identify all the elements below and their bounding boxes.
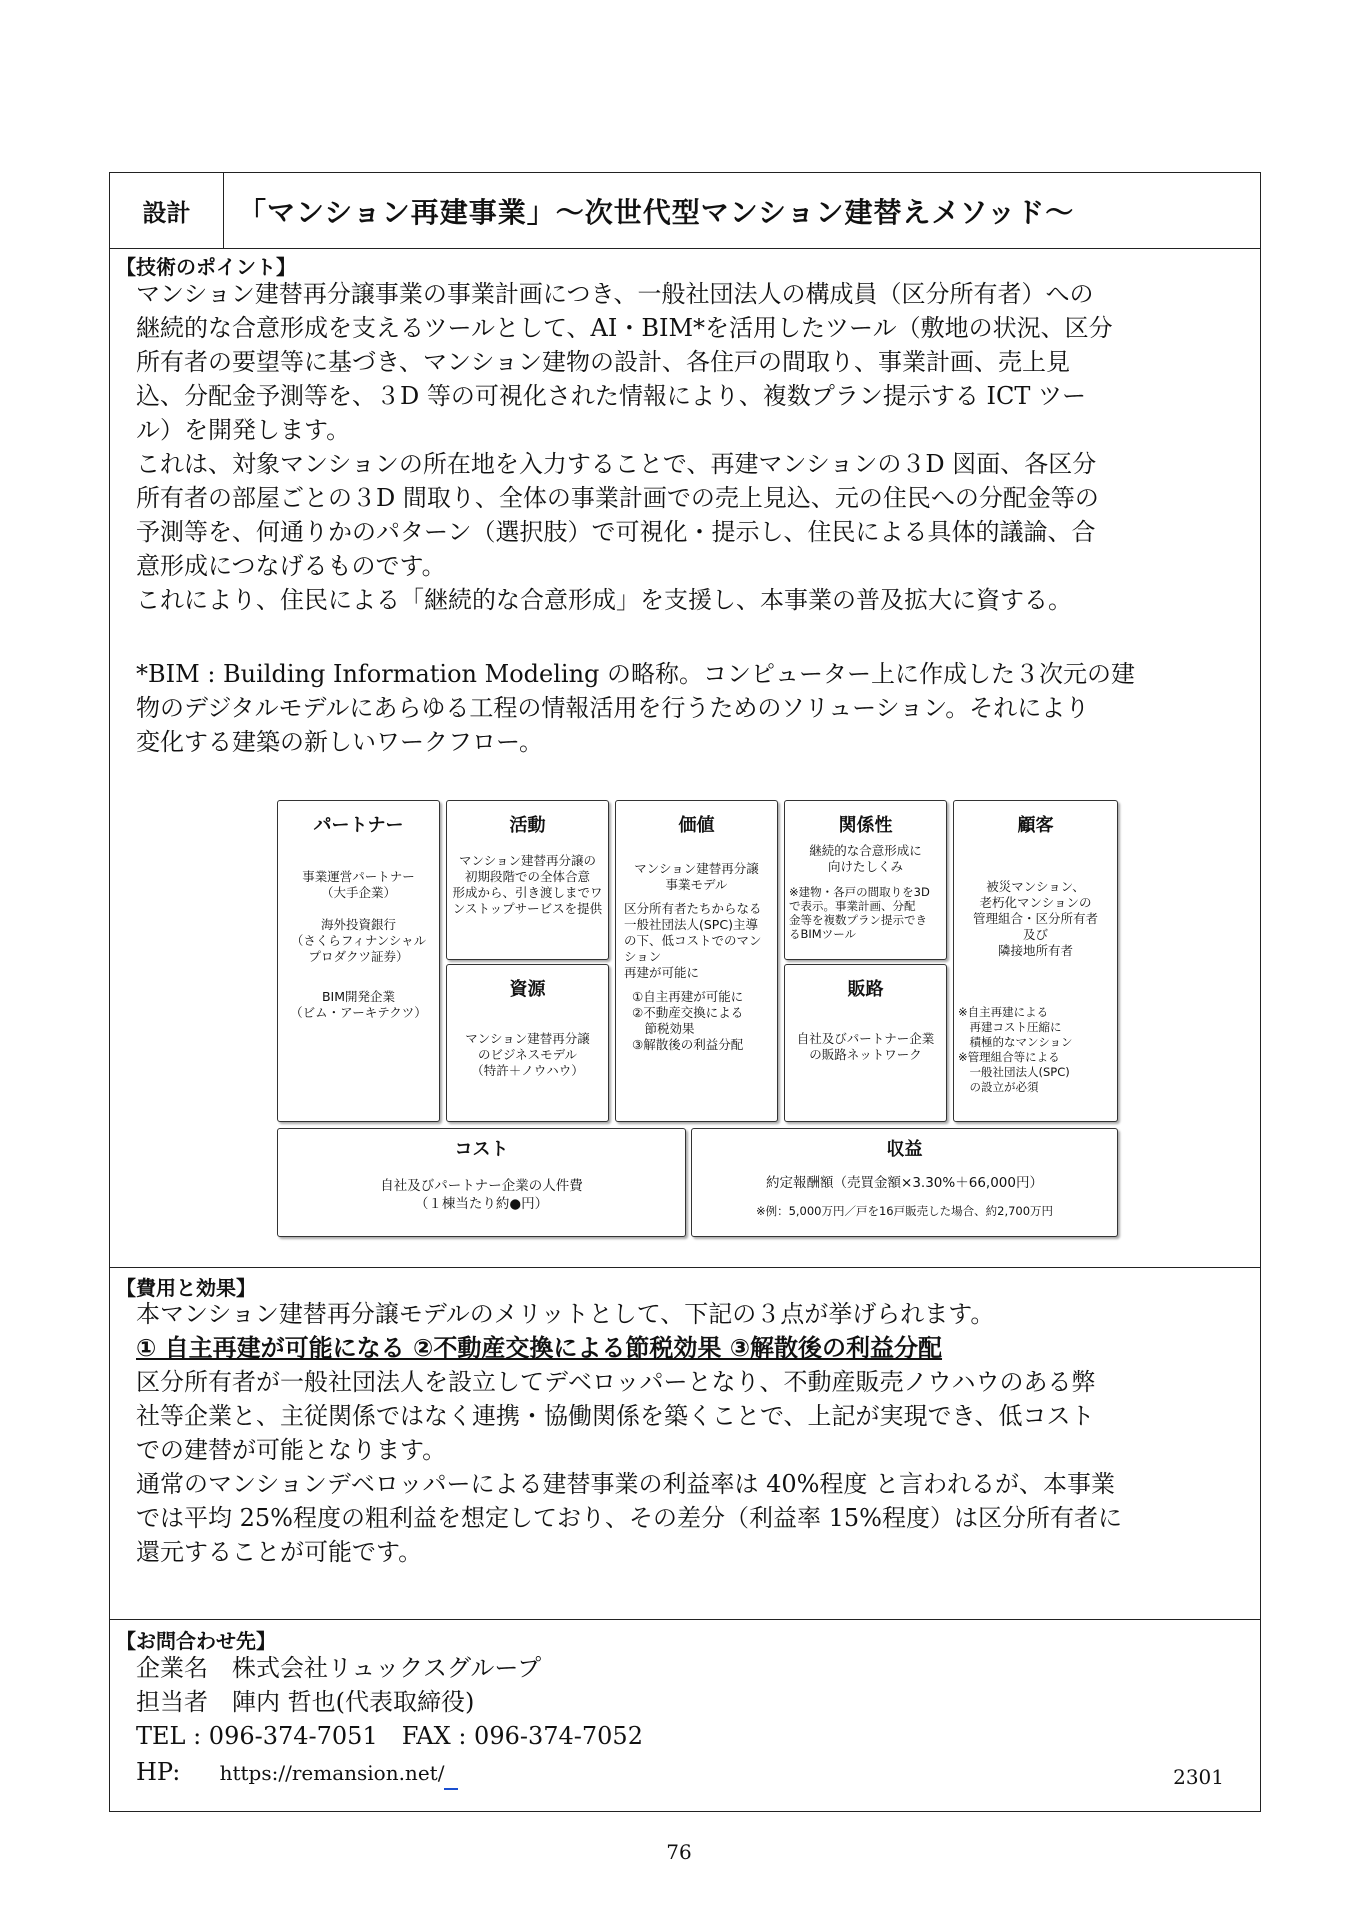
contact-heading: 【お問合わせ先】: [116, 1629, 276, 1653]
cost-effect-line: 社等企業と、主従関係ではなく連携・協働関係を築くことで、上記が実現でき、低コスト: [136, 1402, 1095, 1430]
cost-effect-line: では平均 25%程度の粗利益を想定しており、その差分（利益率 15%程度）は区分所有者に: [136, 1504, 1122, 1532]
cost-effect-points: ① 自主再建が可能になる ②不動産交換による節税効果 ③解散後の利益分配: [136, 1334, 943, 1362]
cost-effect-line: での建替が可能となります。: [136, 1436, 447, 1464]
canvas-cost-title: コスト: [454, 1139, 509, 1160]
canvas-revenue-line2: ※例：5,000万円／戸を16戸販売した場合、約2,700万円: [755, 1204, 1054, 1218]
canvas-partner-title: パートナー: [313, 815, 404, 836]
canvas-revenue-line1: 約定報酬額（売買金額×3.30%＋66,000円）: [766, 1175, 1043, 1191]
contact-tel-fax: TEL : 096-374-7051 FAX : 096-374-7052: [136, 1722, 643, 1750]
tech-line: マンション建替再分譲事業の事業計画につき、一般社団法人の構成員（区分所有者）への: [136, 280, 1094, 308]
canvas-cost-box: [277, 1128, 686, 1237]
bim-note-line: 物のデジタルモデルにあらゆる工程の情報活用を行うためのソリューション。それにより: [136, 694, 1090, 722]
canvas-customer-box: [953, 800, 1118, 1122]
canvas-customer-text: 被災マンション、 老朽化マンションの 管理組合・区分所有者 及び 隣接地所有者: [972, 879, 1098, 958]
canvas-activity-box: [446, 800, 609, 960]
tech-line: 込、分配金予測等を、３D 等の可視化された情報により、複数プラン提示する ICT ツー: [136, 382, 1086, 410]
canvas-customer-title: 顧客: [1017, 815, 1054, 836]
canvas-partner-text: 事業運営パートナー （大手企業） 海外投資銀行 （さくらフィナンシャル プロダクツ証券） BIM開発企業 （ビム・アーキテクツ）: [290, 869, 427, 1020]
canvas-cost-text: 自社及びパートナー企業の人件費 （１棟当たり約●円）: [380, 1178, 583, 1212]
section-divider: [110, 1267, 1260, 1268]
tech-line: これにより、住民による「継続的な合意形成」を支援し、本事業の普及拡大に資する。: [136, 586, 1072, 614]
content-frame: [109, 172, 1261, 1812]
tech-line: ル）を開発します。: [136, 416, 351, 444]
contact-company: 企業名 株式会社リュックスグループ: [136, 1654, 542, 1682]
tech-line: 継続的な合意形成を支えるツールとして、AI・BIM*を活用したツール（敷地の状況、区分: [136, 314, 1113, 342]
canvas-partner-box: [277, 800, 440, 1122]
cost-effect-line: 還元することが可能です。: [136, 1538, 423, 1566]
section-divider: [110, 1619, 1260, 1620]
canvas-value-box: [615, 800, 778, 1122]
link-underline: [444, 1770, 458, 1790]
page-title: 「マンション再建事業」〜次世代型マンション建替えメソッド〜: [238, 195, 1075, 229]
bim-note-line: 変化する建築の新しいワークフロー。: [136, 728, 544, 756]
canvas-activity-title: 活動: [509, 815, 546, 836]
page-number: 76: [666, 1840, 692, 1864]
canvas-revenue-box: [691, 1128, 1118, 1237]
tech-line: 予測等を、何通りかのパターン（選択肢）で可視化・提示し、住民による具体的議論、合: [136, 518, 1096, 546]
contact-hp-row: [136, 1755, 1246, 1790]
canvas-relation-text: 継続的な合意形成に 向けたしくみ: [809, 843, 922, 874]
canvas-channel-box: [784, 964, 947, 1122]
canvas-relation-note: ※建物・各戸の間取りを3D で表示。事業計画、分配 金等を複数プラン提示でき るBIMツール: [789, 885, 930, 941]
cost-effect-heading: 【費用と効果】: [116, 1276, 256, 1300]
tech-line: これは、対象マンションの所在地を入力することで、再建マンションの３D 図面、各区分: [136, 450, 1097, 478]
business-model-canvas: [277, 800, 1120, 1237]
bim-note-line: *BIM : Building Information Modeling の略称。コンピューター上に作成した３次元の建: [136, 660, 1136, 688]
canvas-revenue-title: 収益: [886, 1139, 923, 1160]
document-code: 2301: [1173, 1765, 1224, 1789]
canvas-resource-text: マンション建替再分譲 のビジネスモデル （特許＋ノウハウ）: [465, 1031, 590, 1078]
cost-effect-line: 通常のマンションデベロッパーによる建替事業の利益率は 40%程度 と言われるが、本事業: [136, 1470, 1116, 1498]
category-label: 設計: [110, 173, 224, 248]
canvas-relation-box: [784, 800, 947, 960]
canvas-customer-note: ※自主再建による 再建コスト圧縮に 積極的なマンション ※管理組合等による 一般社団法人(SPC) の設立が必須: [958, 1005, 1073, 1094]
canvas-channel-title: 販路: [847, 979, 884, 1000]
contact-person: 担当者 陣内 哲也(代表取締役): [136, 1688, 475, 1716]
canvas-activity-text: マンション建替再分譲の 初期段階での全体合意 形成から、引き渡しまでワ ンストップサービスを提供: [452, 853, 603, 916]
cost-effect-intro: 本マンション建替再分譲モデルのメリットとして、下記の３点が挙げられます。: [136, 1300, 995, 1328]
tech-line: 所有者の要望等に基づき、マンション建物の設計、各住戸の間取り、事業計画、売上見: [136, 348, 1070, 376]
canvas-channel-text: 自社及びパートナー企業 の販路ネットワーク: [796, 1031, 935, 1062]
contact-hp-link[interactable]: https://remansion.net/: [219, 1761, 445, 1785]
canvas-value-text: マンション建替再分譲 事業モデル 区分所有者たちからなる 一般社団法人(SPC)主導 の下、低コストでのマンション 再建が可能に ①自主再建が可能に ②不動産交換による 節税効果 ③解散後の利益分配: [624, 861, 762, 1052]
canvas-value-title: 価値: [678, 815, 715, 836]
cost-effect-line: 区分所有者が一般社団法人を設立してデベロッパーとなり、不動産販売ノウハウのある弊: [136, 1368, 1096, 1396]
tech-line: 所有者の部屋ごとの３D 間取り、全体の事業計画での売上見込、元の住民への分配金等の: [136, 484, 1099, 512]
tech-line: 意形成につなげるものです。: [136, 552, 446, 580]
contact-hp-label: HP:: [136, 1758, 181, 1786]
canvas-relation-title: 関係性: [838, 815, 893, 836]
header-row: [110, 173, 1260, 249]
canvas-resource-box: [446, 964, 609, 1122]
canvas-resource-title: 資源: [509, 979, 546, 1000]
tech-heading: 【技術のポイント】: [116, 255, 296, 279]
